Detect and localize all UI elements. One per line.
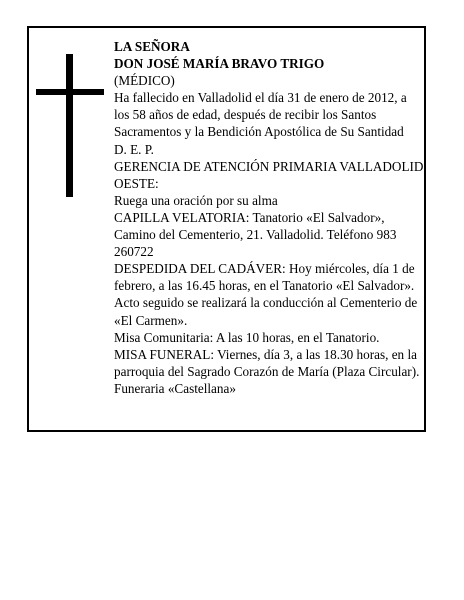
cross-horizontal-bar [36, 89, 104, 95]
funeral-mass-info: MISA FUNERAL: Viernes, día 3, a las 18.30 horas, en la parroquia del Sagrado Corazón de María (Plaza Circular). [114, 346, 420, 379]
funeral-home: Funeraria «Castellana» [114, 380, 236, 396]
notice-header: LA SEÑORA [114, 39, 190, 54]
farewell-info: DESPEDIDA DEL CADÁVER: Hoy miércoles, día 1 de febrero, a las 16.45 horas, en el Tanatorio «El Salvador». Acto seguido se realizará la conducción al Cementerio de «El Carmen». [114, 261, 418, 328]
death-announcement: Ha fallecido en Valladolid el día 31 de enero de 2012, a los 58 años de edad, después de recibir los Santos Sacramentos y la Bendición Apostólica de Su Santidad [114, 90, 407, 140]
organization-name: GERENCIA DE ATENCIÓN PRIMARIA VALLADOLID OESTE: [114, 158, 424, 191]
prayer-request: Ruega una oración por su alma [114, 192, 278, 208]
deceased-profession: (MÉDICO) [114, 73, 175, 89]
chapel-info: CAPILLA VELATORIA: Tanatorio «El Salvador», Camino del Cementerio, 21. Valladolid. Teléfono 983 260722 [114, 209, 397, 260]
notice-body [114, 38, 424, 397]
deceased-name: DON JOSÉ MARÍA BRAVO TRIGO [114, 56, 325, 72]
community-mass-info: Misa Comunitaria: A las 10 horas, en el Tanatorio. [114, 329, 380, 345]
rip-line: D. E. P. [114, 141, 154, 157]
cross-icon [36, 54, 104, 197]
cross-vertical-bar [66, 54, 73, 197]
